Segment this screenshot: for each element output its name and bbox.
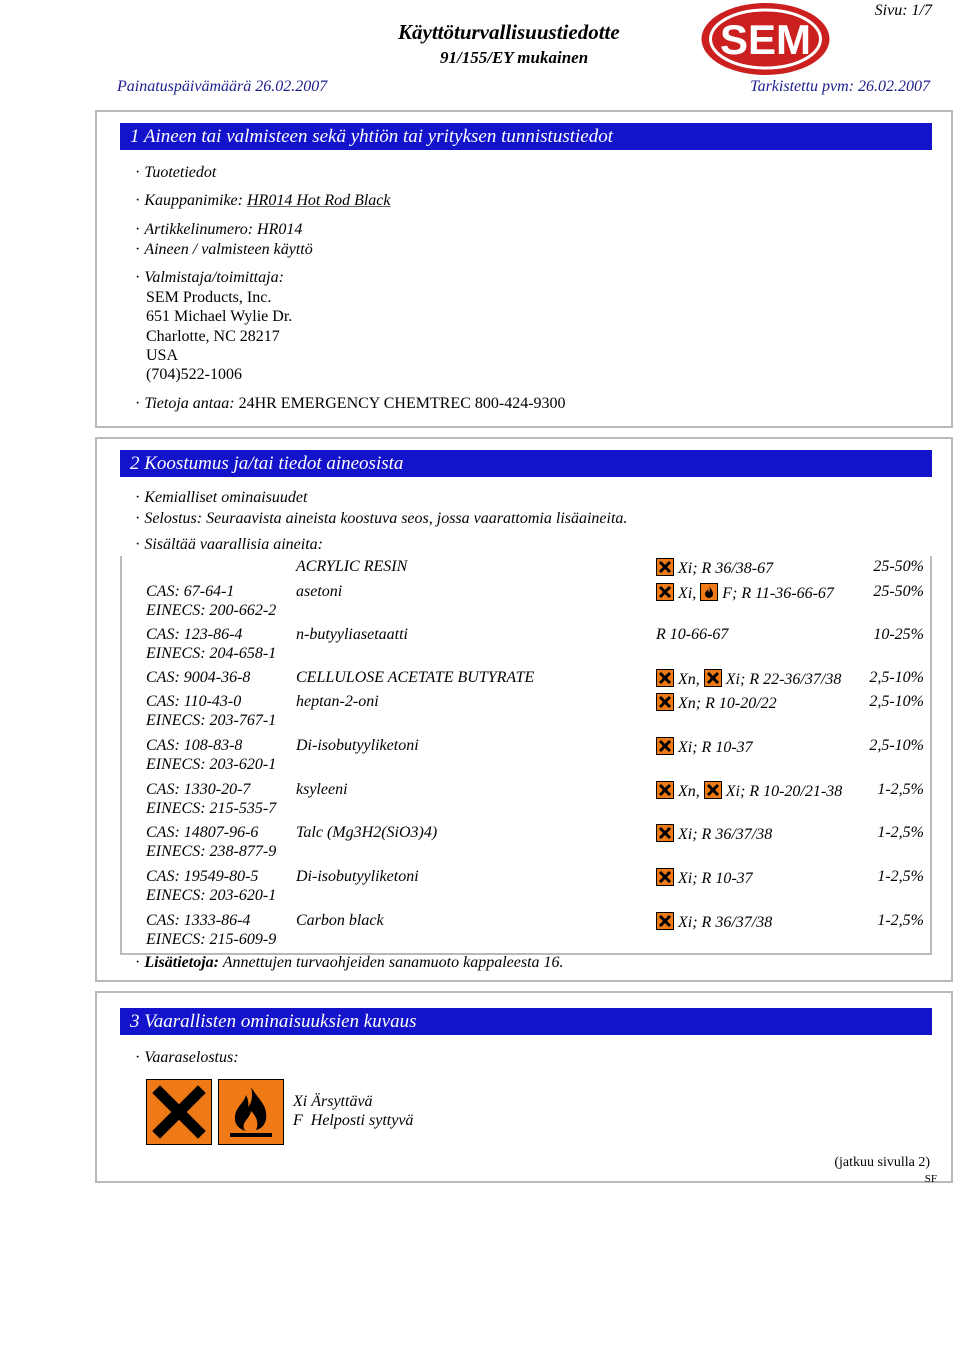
table-row: [122, 556, 930, 582]
address-line: USA: [146, 347, 179, 364]
ingredient-name: Carbon black: [296, 912, 384, 929]
ingredient-class: Xn; R 10-20/22: [656, 693, 777, 713]
document-subtitle: 91/155/EY mukainen: [440, 48, 589, 67]
hazardous-label: · Sisältää vaarallisia aineita:: [135, 536, 323, 553]
ingredient-einecs: EINECS: 215-609-9: [146, 931, 277, 948]
xi-x-cross-icon: [656, 558, 674, 576]
table-row: [122, 693, 930, 737]
ingredient-name: ksyleeni: [296, 781, 348, 798]
address-line: (704)522-1006: [146, 366, 242, 383]
trade-name-value: HR014 Hot Rod Black: [246, 192, 391, 209]
ingredient-cas: CAS: 123-86-4: [146, 626, 243, 643]
section-1-title: 1 Aineen tai valmisteen sekä yhtiön tai yrityksen tunnistustiedot: [120, 123, 932, 150]
product-info-label: · Tuotetiedot: [135, 164, 217, 181]
xi-x-cross-icon: [656, 583, 674, 601]
ingredient-percent: 2,5-10%: [869, 693, 924, 710]
address-line: SEM Products, Inc.: [146, 289, 272, 306]
xi-x-cross-icon: [656, 693, 674, 711]
ingredient-name: Di-isobutyyliketoni: [296, 737, 419, 754]
ingredient-class: Xn, Xi; R 22-36/37/38: [656, 669, 841, 689]
trade-name-line: · Kauppanimike: HR014 Hot Rod Black: [135, 192, 391, 209]
ingredient-percent: 1-2,5%: [877, 912, 924, 929]
ingredient-einecs: EINECS: 200-662-2: [146, 602, 277, 619]
xi-x-cross-icon: [656, 912, 674, 930]
ingredient-cas: CAS: 19549-80-5: [146, 868, 259, 885]
ingredient-cas: CAS: 110-43-0: [146, 693, 242, 710]
ingredient-name: n-butyyliasetaatti: [296, 626, 408, 643]
ingredient-name: Di-isobutyyliketoni: [296, 868, 419, 885]
table-row: [122, 868, 930, 912]
ingredient-class: R 10-66-67: [656, 626, 729, 643]
ingredient-cas: CAS: 67-64-1: [146, 583, 235, 600]
ingredient-percent: 1-2,5%: [877, 824, 924, 841]
table-row: [122, 781, 930, 824]
f-flame-icon: [218, 1079, 284, 1145]
ingredient-percent: 10-25%: [873, 626, 924, 643]
address-line: 651 Michael Wylie Dr.: [146, 308, 293, 325]
xi-x-cross-icon: [656, 781, 674, 799]
xi-x-cross-icon: [704, 669, 722, 687]
ingredient-class: Xi, F; R 11-36-66-67: [656, 583, 834, 603]
section-3-title: 3 Vaarallisten ominaisuuksien kuvaus: [120, 1008, 932, 1035]
hazard-legend-f: F Helposti syttyvä: [293, 1112, 414, 1129]
table-row: [122, 912, 930, 953]
continued-note: (jatkuu sivulla 2): [834, 1155, 930, 1170]
print-date: Painatuspäivämäärä 26.02.2007: [117, 78, 328, 95]
ingredient-cas: CAS: 1330-20-7: [146, 781, 251, 798]
ingredient-class: Xi; R 10-37: [656, 868, 753, 888]
xi-x-cross-icon: [146, 1079, 212, 1145]
xi-x-cross-icon: [656, 824, 674, 842]
hazard-legend-xi: Xi Ärsyttävä: [293, 1093, 373, 1110]
ingredient-cas: CAS: 1333-86-4: [146, 912, 251, 929]
ingredient-einecs: EINECS: 203-767-1: [146, 712, 277, 729]
ingredient-cas: CAS: 9004-36-8: [146, 669, 251, 686]
ingredient-percent: 2,5-10%: [869, 737, 924, 754]
info-line: · Tietoja antaa: 24HR EMERGENCY CHEMTREC 800-424-9300: [135, 395, 566, 412]
logo-text: SEM: [719, 16, 812, 63]
description-line: · Selostus: Seuraavista aineista koostuva seos, jossa vaarattomia lisäaineita.: [135, 510, 628, 527]
xi-x-cross-icon: [656, 737, 674, 755]
ingredient-percent: 1-2,5%: [877, 781, 924, 798]
ingredient-class: Xi; R 36/37/38: [656, 824, 772, 844]
revised-date: Tarkistettu pvm: 26.02.2007: [750, 78, 930, 95]
manufacturer-label: · Valmistaja/toimittaja:: [135, 269, 284, 286]
ingredient-name: heptan-2-oni: [296, 693, 379, 710]
table-row: [122, 669, 930, 693]
ingredient-class: Xn, Xi; R 10-20/21-38: [656, 781, 842, 801]
address-line: Charlotte, NC 28217: [146, 328, 280, 345]
ingredient-cas: CAS: 14807-96-6: [146, 824, 259, 841]
table-row: [122, 824, 930, 868]
ingredient-percent: 25-50%: [873, 583, 924, 600]
language-code: SF: [924, 1173, 937, 1185]
use-label: · Aineen / valmisteen käyttö: [135, 241, 313, 258]
ingredient-percent: 2,5-10%: [869, 669, 924, 686]
ingredient-einecs: EINECS: 203-620-1: [146, 887, 277, 904]
ingredient-name: CELLULOSE ACETATE BUTYRATE: [296, 669, 535, 686]
ingredient-class: Xi; R 36/37/38: [656, 912, 772, 932]
ingredient-class: Xi; R 36/38-67: [656, 558, 773, 578]
ingredient-percent: 1-2,5%: [877, 868, 924, 885]
ingredient-class: Xi; R 10-37: [656, 737, 753, 757]
xi-x-cross-icon: [704, 781, 722, 799]
xi-x-cross-icon: [656, 669, 674, 687]
table-row: [122, 737, 930, 781]
ingredient-einecs: EINECS: 238-877-9: [146, 843, 277, 860]
document-title: Käyttöturvallisuustiedotte: [398, 20, 620, 44]
page-number: Sivu: 1/7: [874, 2, 932, 19]
ingredient-percent: 25-50%: [873, 558, 924, 575]
ingredient-einecs: EINECS: 215-535-7: [146, 800, 277, 817]
table-row: [122, 582, 930, 625]
section-2-title: 2 Koostumus ja/tai tiedot aineosista: [120, 450, 932, 477]
ingredients-table: [120, 556, 932, 955]
hazard-statement-label: · Vaaraselostus:: [135, 1049, 239, 1066]
ingredient-name: Talc (Mg3H2(SiO3)4): [296, 824, 438, 841]
article-line: · Artikkelinumero: HR014: [135, 221, 303, 238]
ingredient-einecs: EINECS: 203-620-1: [146, 756, 277, 773]
xi-x-cross-icon: [656, 868, 674, 886]
ingredient-cas: CAS: 108-83-8: [146, 737, 243, 754]
chem-props-label: · Kemialliset ominaisuudet: [135, 489, 308, 506]
sem-logo: [700, 2, 831, 76]
ingredient-name: asetoni: [296, 583, 343, 600]
ingredient-name: ACRYLIC RESIN: [296, 558, 408, 575]
ingredient-einecs: EINECS: 204-658-1: [146, 645, 277, 662]
f-flame-icon: [700, 583, 718, 601]
extra-info-line: · Lisätietoja: Annettujen turvaohjeiden sanamuoto kappaleesta 16.: [135, 954, 564, 971]
table-row: [122, 625, 930, 669]
